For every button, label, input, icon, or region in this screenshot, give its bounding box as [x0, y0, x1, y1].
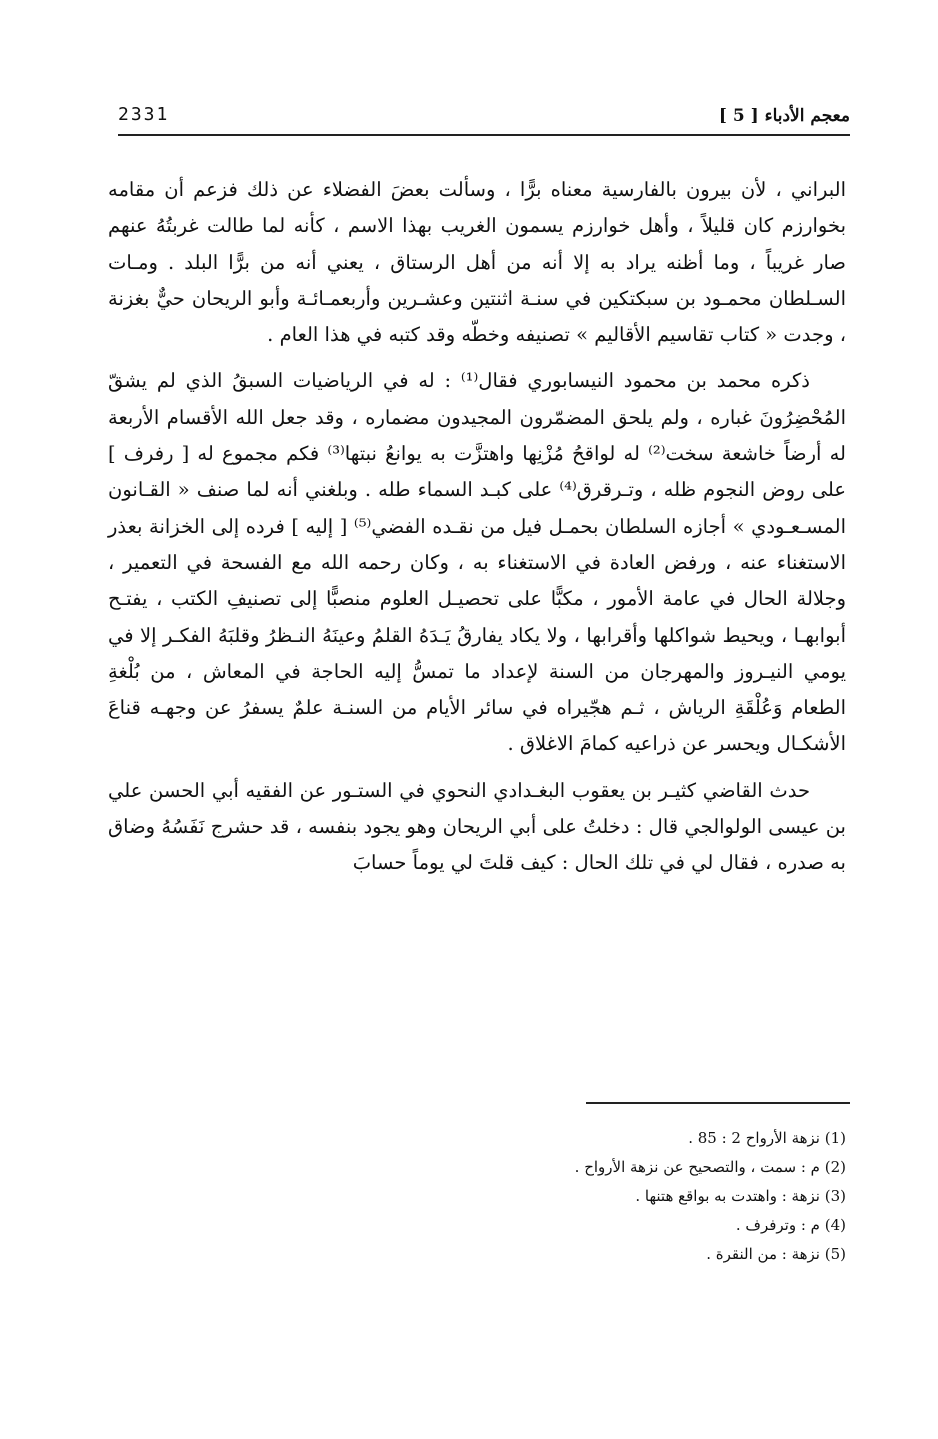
paragraph-3: حدث القاضي كثيـر بن يعقوب البغـدادي النحوي في الستـور عن الفقيه أبي الحسن علي بن عيسى الولوالجي قال : دخلتُ على أبي الريحان وهو يجود بنفسه ، قد حشرج نَفَسُهُ وضاق به صدره ، فقال لي في تلك الحال : كيف قلتَ لي يوماً حسابَ	[108, 778, 846, 875]
footnote-2: (2) م : سمت ، والتصحيح عن نزهة الأرواح .	[574, 1158, 846, 1176]
main-text	[108, 172, 846, 882]
footnotes-list	[326, 1124, 846, 1269]
paragraph-1: البراني ، لأن بيرون بالفارسية معناه برًّا ، وسألت بعضَ الفضلاء عن ذلك فزعم أن مقامه بخوارزم كان قليلاً ، وأهل خوارزم يسمون الغريب بهذا الاسم ، كأنه لما طالت غربتُهُ عنهم صار غريباً ، وما أظنه يراد به إلا أنه من أهل الرستاق ، يعني أنه من برًّا البلد . ومـات السـلطان محمـود بن سبكتكين في سنـة اثنتين وعشـرين وأربعمـائـة وأبو الريحان حيٌّ بغزنة ، وجدت « كتاب تقاسيم الأقاليم » تصنيفه وخطّه وقد كتبه في هذا العام .	[108, 178, 846, 347]
footnote-4: (4) م : وترفرف .	[735, 1216, 846, 1234]
paragraph-spacer	[108, 763, 846, 773]
footnote-separator	[586, 1102, 850, 1104]
paragraph-2: ذكره محمد بن محمود النيسابوري فقال⁽¹⁾ : له في الرياضيات السبقُ الذي لم يشقّ المُحْضِرُونَ غباره ، ولم يلحق المضمّرون المجيدون مضماره ، وقد جعل الله الأقسام الأربعة له أرضاً خاشعة سخت⁽²⁾ له لواقحُ مُزْنِها واهتزَّت به يوانعُ نبتها⁽³⁾ فكم مجموع له [ رفرف ] على روض النجوم ظله ، وتـرقرق⁽⁴⁾ على كبـد السماء طله . وبلغني أنه لما صنف « القـانون المسـعـودي » أجازه السلطان بحمـل فيل من نقـده الفضي⁽⁵⁾ [ إليه ] فرده إلى الخزانة بعذر الاستغناء عنه ، ورفض العادة في الاستغناء به ، وكان رحمه الله مع الفسحة في التعمير ، وجلالة الحال في عامة الأمور ، مكبًّا على تحصيـل العلوم منصبًّا إلى تصنيفِ الكتب ، يفتـح أبوابهـا ، ويحيط شواكلها وأقرابها ، ولا يكاد يفارقُ يَـدَهُ القلمُ وعينَهُ النـظرُ وقلبَهُ الفكـر إلا في يومي النيـروز والمهرجان من السنة لإعداد ما تمسُّ إليه الحاجة في المعاش ، من بُلْغةِ الطعام وَعُلْقَةِ الرياش ، ثـم هجّيراه في سائر الأيام من السنـة علمٌ يسفرُ عن وجهـه قناعَ الأشكـال ويحسر عن ذراعيه كمامَ الاغلاق .	[108, 369, 847, 756]
running-title: معجم الأدباء [ 5 ]	[718, 106, 850, 126]
footnote-5: (5) نزهة : من النقرة .	[706, 1245, 846, 1263]
paragraph-spacer	[108, 353, 846, 363]
page-number: 2331	[118, 104, 170, 125]
footnote-1: (1) نزهة الأرواح 2 : 85 .	[688, 1129, 846, 1147]
page-header	[118, 100, 850, 136]
footnote-3: (3) نزهة : واهتدت به بواقع هتنها .	[635, 1187, 846, 1205]
